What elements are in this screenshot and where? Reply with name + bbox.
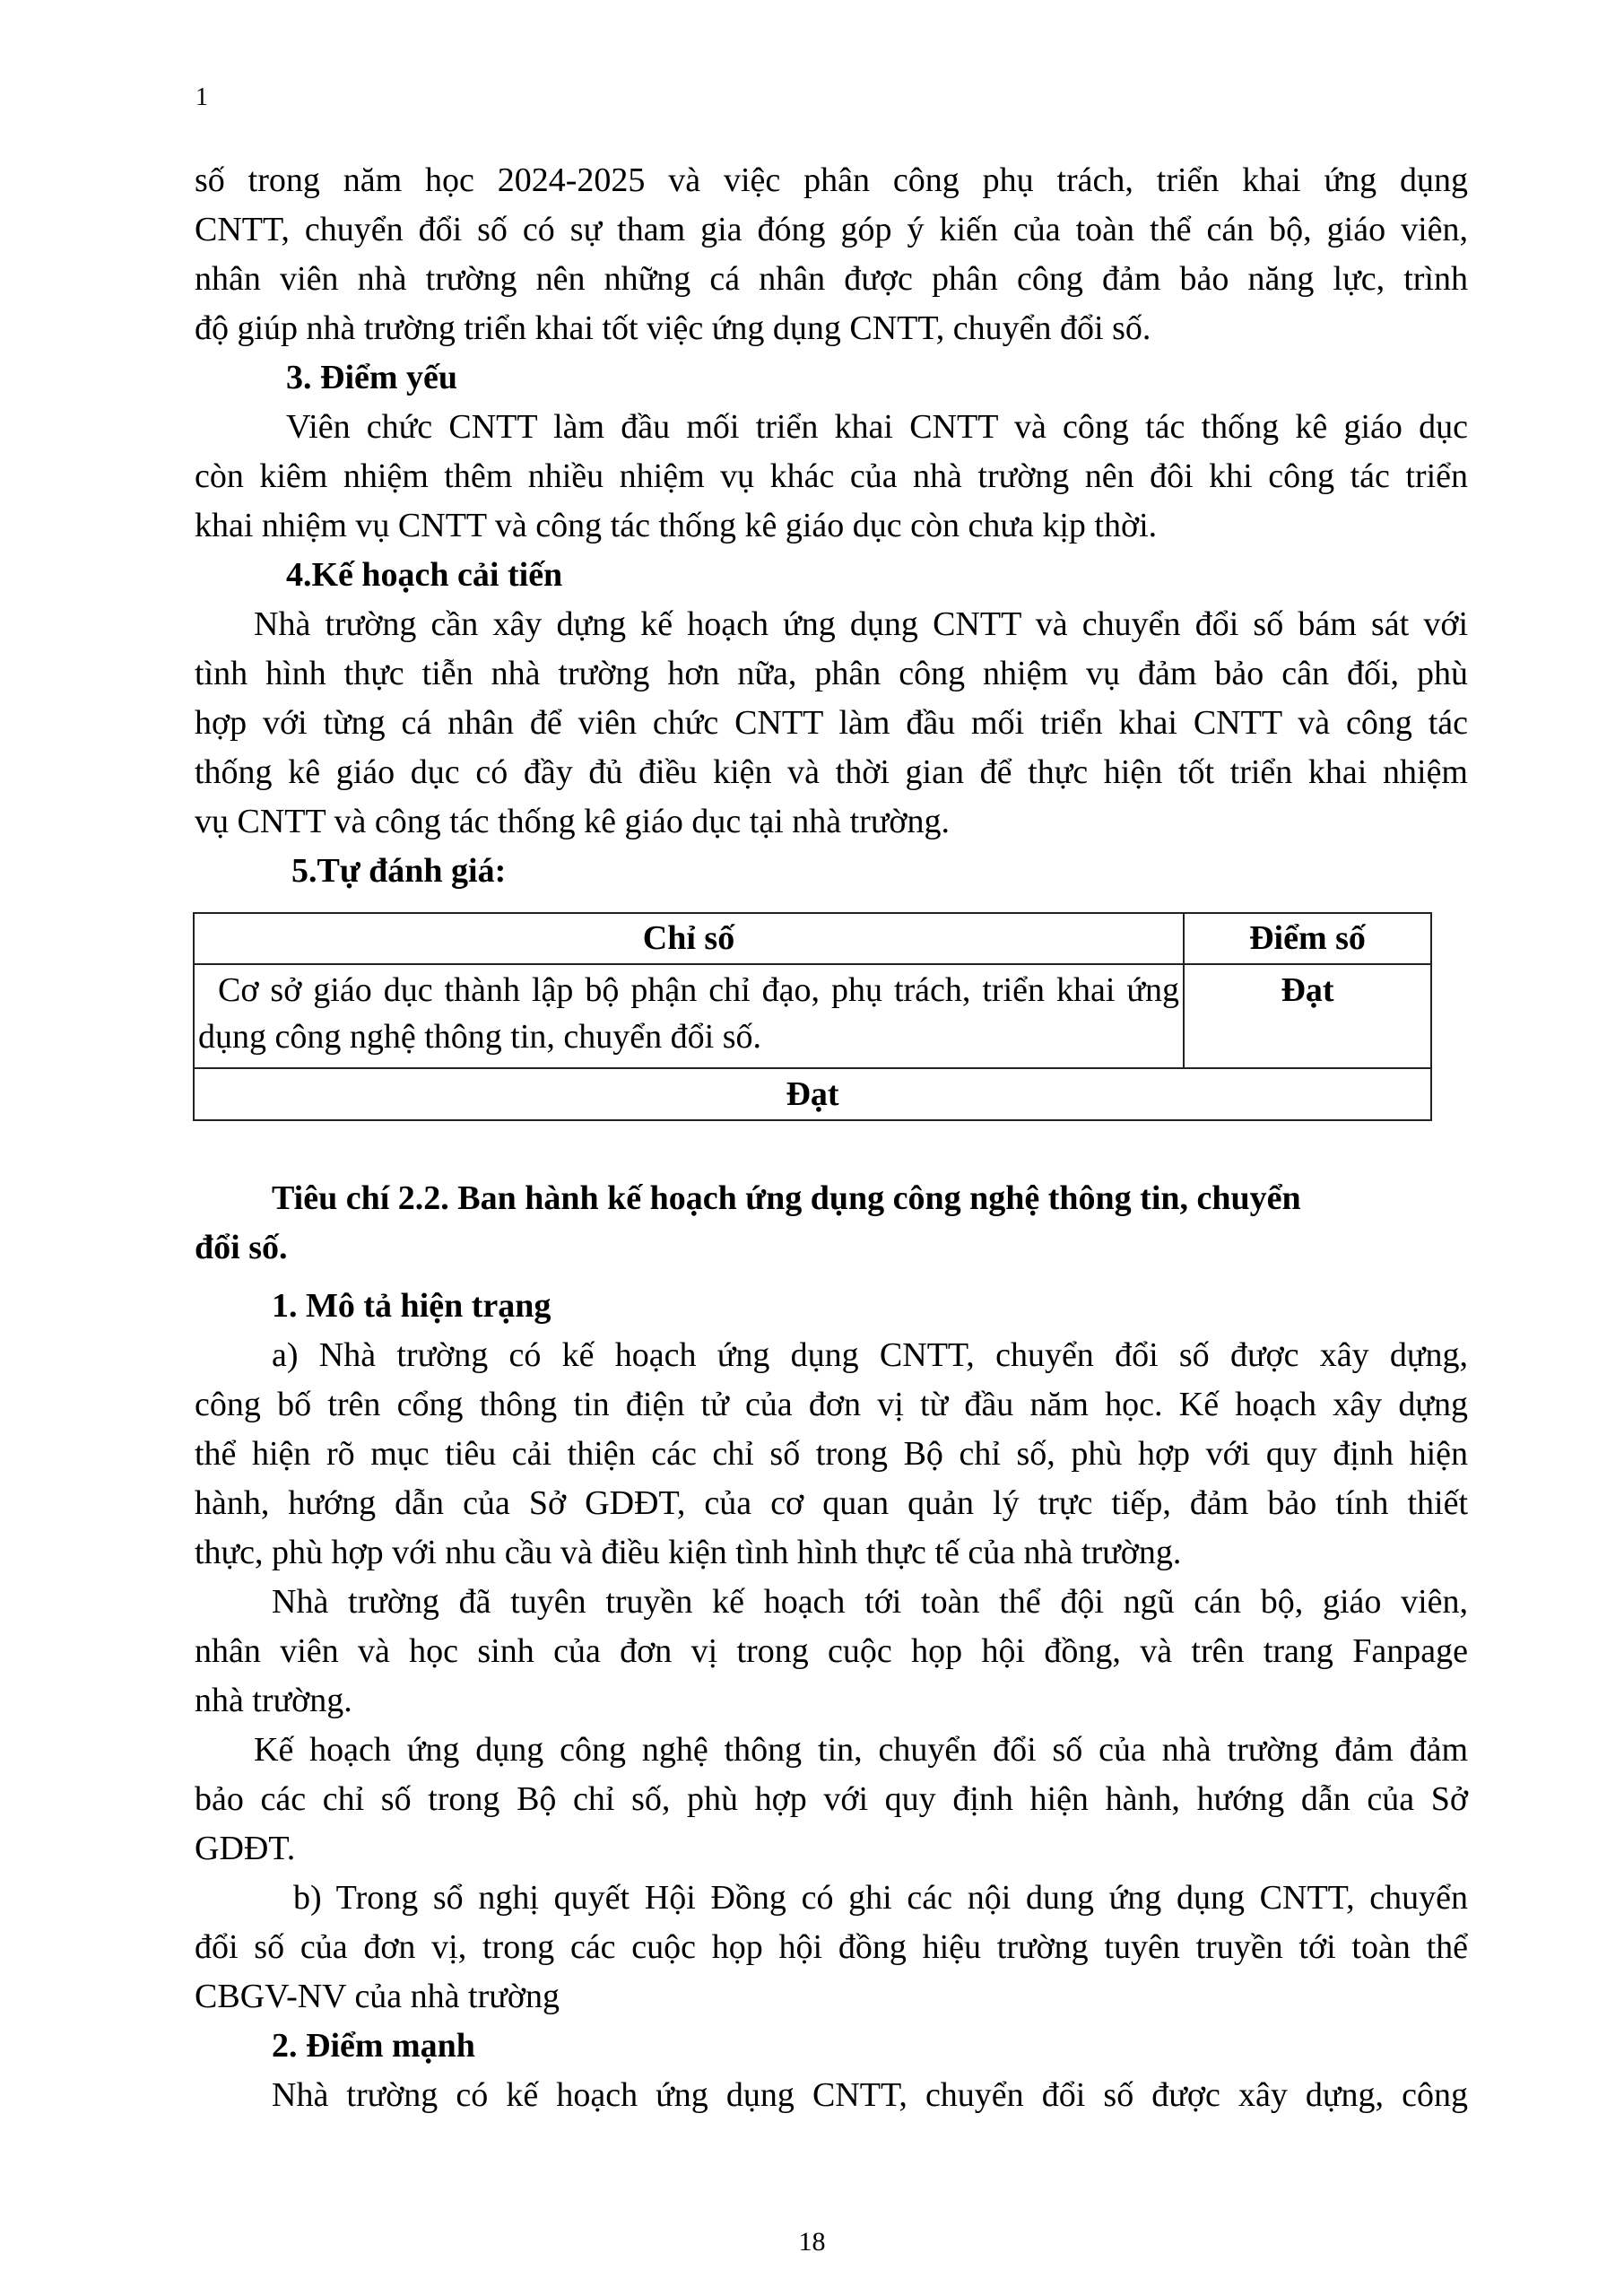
paragraph-line: độ giúp nhà trường triển khai tốt việc ứng dụng CNTT, chuyển đổi số. [195,309,1151,347]
indicator-text: Cơ sở giáo dục thành lập bộ phận chỉ đạo, phụ trách, triển khai ứng dụng công nghệ thông tin, chuyển đổi số. [198,971,1179,1056]
self-assessment-table [193,912,1432,1121]
paragraph-line: tình hình thực tiễn nhà trường hơn nữa, phân công nhiệm vụ đảm bảo cân đối, phù [195,655,1468,692]
heading-strengths: 2. Điểm mạnh [272,2027,475,2065]
paragraph-line: bảo các chỉ số trong Bộ chỉ số, phù hợp với quy định hiện hành, hướng dẫn của Sở [195,1780,1468,1818]
paragraph-line: thống kê giáo dục có đầy đủ điều kiện và thời gian để thực hiện tốt triển khai nhiệm [195,753,1468,791]
heading-weakness: 3. Điểm yếu [286,359,458,396]
paragraph-line: thực, phù hợp với nhu cầu và điều kiện tình hình thực tế của nhà trường. [195,1534,1182,1571]
paragraph-line: công bố trên cổng thông tin điện tử của đơn vị từ đầu năm học. Kế hoạch xây dựng [195,1386,1468,1423]
paragraph-line: hành, hướng dẫn của Sở GDĐT, của cơ quan quản lý trực tiếp, đảm bảo tính thiết [195,1484,1468,1522]
heading-improvement-plan: 4.Kế hoạch cải tiến [286,556,563,594]
table-row [194,964,1431,1068]
paragraph-line: Nhà trường cần xây dựng kế hoạch ứng dụng CNTT và chuyển đổi số bám sát với [254,605,1468,643]
paragraph-line: Nhà trường đã tuyên truyền kế hoạch tới toàn thể đội ngũ cán bộ, giáo viên, [272,1583,1468,1621]
table-total-row [194,1068,1431,1120]
paragraph-line: Kế hoạch ứng dụng công nghệ thông tin, chuyển đổi số của nhà trường đảm đảm [254,1731,1468,1769]
paragraph-line: CBGV-NV của nhà trường [195,1978,560,2015]
criterion-title-line: đổi số. [195,1229,288,1266]
paragraph-line: đổi số của đơn vị, trong các cuộc họp hội đồng hiệu trường tuyên truyền tới toàn thể [195,1928,1468,1966]
indicator-cell [194,964,1184,1068]
column-header-indicator: Chỉ số [194,913,1184,964]
paragraph-line: thể hiện rõ mục tiêu cải thiện các chỉ số trong Bộ chỉ số, phù hợp với quy định hiện [195,1435,1468,1473]
paragraph-line: vụ CNTT và công tác thống kê giáo dục tại nhà trường. [195,803,951,840]
paragraph-line: nhân viên nhà trường nên những cá nhân được phân công đảm bảo năng lực, trình [195,260,1468,298]
paragraph-line: nhân viên và học sinh của đơn vị trong cuộc họp hội đồng, và trên trang Fanpage [195,1632,1468,1670]
paragraph-line: số trong năm học 2024-2025 và việc phân công phụ trách, triển khai ứng dụng [195,161,1468,199]
paragraph-line: hợp với từng cá nhân để viên chức CNTT làm đầu mối triển khai CNTT và công tác [195,704,1468,742]
paragraph-line: b) Trong sổ nghị quyết Hội Đồng có ghi các nội dung ứng dụng CNTT, chuyển [293,1879,1468,1917]
paragraph-line: Viên chức CNTT làm đầu mối triển khai CNTT và công tác thống kê giáo dục [286,408,1468,446]
table-header-row [194,913,1431,964]
criterion-title-line: Tiêu chí 2.2. Ban hành kế hoạch ứng dụng công nghệ thông tin, chuyển [272,1179,1301,1217]
paragraph-line: còn kiêm nhiệm thêm nhiều nhiệm vụ khác của nhà trường nên đôi khi công tác triển [195,457,1468,495]
page-number: 18 [798,2227,826,2257]
paragraph-line: khai nhiệm vụ CNTT và công tác thống kê giáo dục còn chưa kịp thời. [195,507,1158,544]
score-cell: Đạt [1184,964,1431,1068]
column-header-score: Điểm số [1184,913,1431,964]
paragraph-line: GDĐT. [195,1830,296,1867]
heading-self-assessment: 5.Tự đánh giá: [291,852,507,890]
paragraph-line: Nhà trường có kế hoạch ứng dụng CNTT, chuyển đổi số được xây dựng, công [272,2076,1468,2114]
header-number: 1 [195,83,208,111]
paragraph-line: CNTT, chuyển đổi số có sự tham gia đóng góp ý kiến của toàn thể cán bộ, giáo viên, [195,211,1468,248]
total-result-cell: Đạt [194,1068,1431,1120]
paragraph-line: a) Nhà trường có kế hoạch ứng dụng CNTT, chuyển đổi số được xây dựng, [272,1336,1468,1374]
heading-current-status: 1. Mô tả hiện trạng [272,1287,551,1325]
paragraph-line: nhà trường. [195,1682,352,1719]
